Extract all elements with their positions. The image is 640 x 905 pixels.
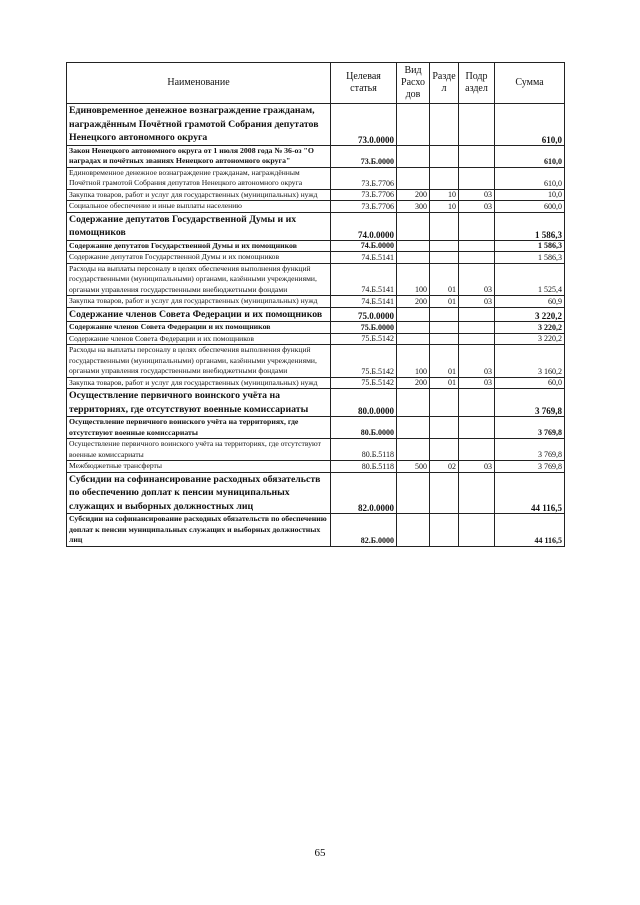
cell-expense-type [397,514,430,547]
cell-name: Субсидии на софинансирование расходных обязательств по обеспечению доплат к пенсии муниципальных служащих и выборных должностных лиц [67,472,331,514]
cell-subsection [459,240,495,252]
cell-name: Содержание членов Совета Федерации и их помощников [67,333,331,345]
cell-name: Осуществление первичного воинского учёта на территориях, где отсутствуют военные комиссариаты [67,389,331,417]
cell-article: 82.0.0000 [331,472,397,514]
cell-expense-type [397,417,430,439]
cell-section [430,240,459,252]
cell-expense-type: 100 [397,345,430,378]
cell-section [430,145,459,167]
table-row [67,189,565,201]
cell-expense-type: 200 [397,189,430,201]
cell-subsection: 03 [459,189,495,201]
cell-subsection [459,167,495,189]
cell-amount: 3 220,2 [495,307,565,322]
header-expense-type: Вид Расхо дов [397,63,430,104]
cell-expense-type [397,212,430,240]
cell-name: Содержание депутатов Государственной Думы и их помощников [67,252,331,264]
cell-name: Осуществление первичного воинского учёта на территориях, где отсутствуют военные комиссариаты [67,439,331,461]
cell-expense-type [397,167,430,189]
cell-article: 74.Б.0000 [331,240,397,252]
header-subsection: Подр аздел [459,63,495,104]
table-row [67,377,565,389]
table-row [67,333,565,345]
cell-name: Единовременное денежное вознаграждение гражданам, награждённым Почётной грамотой Собрания депутатов Ненецкого автономного округа [67,167,331,189]
cell-section: 02 [430,461,459,473]
cell-article: 75.0.0000 [331,307,397,322]
table-row [67,472,565,514]
table-header-row [67,63,565,104]
cell-section [430,307,459,322]
cell-expense-type [397,240,430,252]
cell-amount: 10,0 [495,189,565,201]
cell-name: Закупка товаров, работ и услуг для государственных (муниципальных) нужд [67,296,331,308]
cell-article: 80.0.0000 [331,389,397,417]
cell-amount: 3 769,8 [495,417,565,439]
cell-section: 01 [430,377,459,389]
cell-article: 73.Б.7706 [331,201,397,213]
cell-expense-type [397,333,430,345]
cell-expense-type [397,307,430,322]
cell-article: 73.Б.0000 [331,145,397,167]
table-row [67,240,565,252]
cell-article: 74.Б.5141 [331,296,397,308]
table-row [67,307,565,322]
cell-section [430,439,459,461]
cell-section [430,167,459,189]
cell-subsection [459,514,495,547]
cell-article: 75.Б.5142 [331,333,397,345]
cell-section: 01 [430,296,459,308]
cell-subsection [459,212,495,240]
cell-expense-type: 100 [397,263,430,296]
table-row [67,104,565,146]
cell-section [430,252,459,264]
cell-expense-type [397,252,430,264]
cell-amount: 3 769,8 [495,439,565,461]
cell-article: 80.Б.0000 [331,417,397,439]
cell-name: Содержание членов Совета Федерации и их помощников [67,322,331,334]
cell-amount: 1 586,3 [495,240,565,252]
cell-amount: 610,0 [495,167,565,189]
cell-section [430,212,459,240]
cell-article: 73.Б.7706 [331,167,397,189]
table-row [67,145,565,167]
cell-article: 74.Б.5141 [331,252,397,264]
cell-name: Расходы на выплаты персоналу в целях обеспечения выполнения функций государственными (муниципальными) органами, казёнными учреждениями, органами управления государственными внебюджетными фондами [67,263,331,296]
cell-article: 75.Б.0000 [331,322,397,334]
cell-section: 01 [430,263,459,296]
page-number: 65 [314,847,326,859]
cell-amount: 1 586,3 [495,252,565,264]
table-row [67,389,565,417]
cell-subsection [459,322,495,334]
cell-amount: 44 116,5 [495,514,565,547]
table-row [67,167,565,189]
cell-article: 75.Б.5142 [331,345,397,378]
cell-article: 74.0.0000 [331,212,397,240]
table-row [67,212,565,240]
cell-amount: 1 586,3 [495,212,565,240]
cell-name: Содержание депутатов Государственной Думы и их помощников [67,240,331,252]
cell-subsection [459,145,495,167]
cell-subsection [459,439,495,461]
cell-subsection [459,472,495,514]
cell-name: Единовременное денежное вознаграждение гражданам, награждённым Почётной грамотой Собрания депутатов Ненецкого автономного округа [67,104,331,146]
cell-subsection: 03 [459,345,495,378]
cell-name: Содержание депутатов Государственной Думы и их помощников [67,212,331,240]
budget-table [66,62,565,547]
cell-article: 75.Б.5142 [331,377,397,389]
cell-name: Содержание членов Совета Федерации и их помощников [67,307,331,322]
cell-subsection: 03 [459,201,495,213]
cell-name: Осуществление первичного воинского учёта на территориях, где отсутствуют военные комиссариаты [67,417,331,439]
cell-section [430,417,459,439]
cell-expense-type: 300 [397,201,430,213]
cell-amount: 600,0 [495,201,565,213]
cell-subsection [459,333,495,345]
cell-section [430,104,459,146]
cell-article: 74.Б.5141 [331,263,397,296]
cell-subsection: 03 [459,296,495,308]
cell-subsection: 03 [459,461,495,473]
cell-expense-type [397,104,430,146]
cell-expense-type: 200 [397,296,430,308]
cell-amount: 610,0 [495,145,565,167]
cell-expense-type [397,389,430,417]
cell-section: 10 [430,189,459,201]
cell-subsection: 03 [459,377,495,389]
cell-subsection [459,389,495,417]
table-row [67,514,565,547]
table-body [67,104,565,547]
header-section: Разде л [430,63,459,104]
cell-amount: 3 160,2 [495,345,565,378]
cell-name: Субсидии на софинансирование расходных обязательств по обеспечению доплат к пенсии муниципальных служащих и выборных должностных лиц [67,514,331,547]
table-row [67,263,565,296]
cell-subsection [459,104,495,146]
cell-name: Закупка товаров, работ и услуг для государственных (муниципальных) нужд [67,189,331,201]
cell-expense-type [397,322,430,334]
header-article: Целевая статья [331,63,397,104]
cell-article: 80.Б.5118 [331,461,397,473]
cell-expense-type [397,472,430,514]
cell-name: Закон Ненецкого автономного округа от 1 июля 2008 года № 36-оз "О наградах и почётных званиях Ненецкого автономного округа" [67,145,331,167]
cell-article: 73.0.0000 [331,104,397,146]
table-row [67,201,565,213]
cell-amount: 3 220,2 [495,322,565,334]
table-row [67,296,565,308]
cell-subsection [459,252,495,264]
cell-amount: 3 769,8 [495,461,565,473]
table-row [67,345,565,378]
cell-amount: 44 116,5 [495,472,565,514]
table-row [67,322,565,334]
cell-amount: 60,9 [495,296,565,308]
table-row [67,439,565,461]
cell-amount: 60,0 [495,377,565,389]
cell-article: 73.Б.7706 [331,189,397,201]
cell-name: Межбюджетные трансферты [67,461,331,473]
header-name: Наименование [67,63,331,104]
header-amount: Сумма [495,63,565,104]
cell-article: 80.Б.5118 [331,439,397,461]
cell-section [430,472,459,514]
cell-subsection [459,307,495,322]
cell-section: 01 [430,345,459,378]
cell-amount: 3 769,8 [495,389,565,417]
cell-section: 10 [430,201,459,213]
cell-section [430,389,459,417]
cell-name: Закупка товаров, работ и услуг для государственных (муниципальных) нужд [67,377,331,389]
cell-amount: 3 220,2 [495,333,565,345]
table-row [67,417,565,439]
cell-expense-type [397,145,430,167]
table-row [67,252,565,264]
cell-section [430,333,459,345]
cell-section [430,322,459,334]
table-row [67,461,565,473]
cell-amount: 1 525,4 [495,263,565,296]
cell-expense-type: 500 [397,461,430,473]
cell-name: Расходы на выплаты персоналу в целях обеспечения выполнения функций государственными (муниципальными) органами, казёнными учреждениями, органами управления государственными внебюджетными фондами [67,345,331,378]
cell-section [430,514,459,547]
cell-expense-type: 200 [397,377,430,389]
cell-expense-type [397,439,430,461]
cell-name: Социальное обеспечение и иные выплаты населению [67,201,331,213]
cell-amount: 610,0 [495,104,565,146]
cell-subsection [459,417,495,439]
cell-article: 82.Б.0000 [331,514,397,547]
cell-subsection: 03 [459,263,495,296]
